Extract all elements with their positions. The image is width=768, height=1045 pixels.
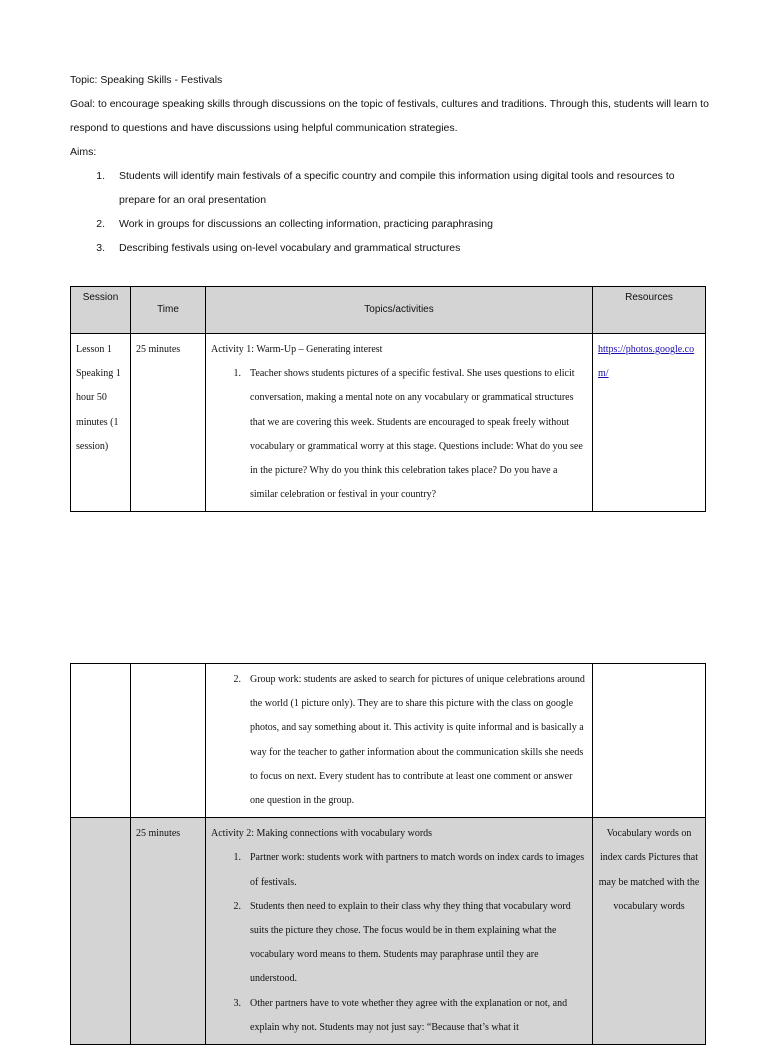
table-row [71,664,706,818]
topic-line: Topic: Speaking Skills - Festivals [70,74,223,86]
activity-text: Teacher shows students pictures of a specific festival. She uses questions to elicit conversation, making a mental note on any vocabulary or grammatical structures that we are covering this week. Students are encouraged to speak freely without vocabulary or grammatical worry at this stage. Questions include: What do you see in the picture? Why do you think this celebration takes place? Do you have a similar celebration or festival in your country? [250,368,583,501]
lesson-table-part1 [70,286,706,512]
resources-cell [593,664,706,818]
activity-cell [206,334,593,512]
header-resources: Resources [593,287,706,334]
activity-number: 2. [233,674,241,685]
aim-text: Describing festivals using on-level vocabulary and grammatical structures [119,242,461,254]
goal-text: to encourage speaking skills through discussions on the topic of festivals, cultures and traditions. Through this, students will learn to respond to questions and have discussions using helpful communication strategies. [70,98,709,134]
aim-item [70,164,710,212]
session-cell [71,664,131,818]
aims-list [70,164,710,260]
session-cell: Lesson 1 Speaking 1 hour 50 minutes (1 session) [71,334,131,512]
activity-title: Activity 2: Making connections with vocabulary words [211,828,433,840]
table-header-row [71,287,706,334]
activity-list [211,668,587,813]
activity-list [211,846,587,1040]
aim-number: 1. [96,170,105,182]
aim-item [70,212,710,236]
activity-title: Activity 1: Warm-Up – Generating interest [211,344,383,355]
table-row [71,818,706,1045]
time-cell: 25 minutes [131,334,206,512]
activity-number: 2. [233,900,241,912]
goal-line [70,92,710,140]
aim-text: Students will identify main festivals of a specific country and compile this information using digital tools and resources to prepare for an oral presentation [119,170,675,206]
activity-item [211,846,587,894]
resources-cell: Vocabulary words on index cards Pictures that may be matched with the vocabulary words [593,818,706,1045]
activity-item [211,992,587,1040]
activity-number: 1. [233,852,241,864]
session-cell [71,818,131,1045]
document-header [70,68,710,260]
activity-text: Other partners have to vote whether they agree with the explanation or not, and explain why not. Students may not just say: “Because that’s what it [250,997,568,1033]
header-topics: Topics/activities [206,287,593,334]
resources-cell [593,334,706,512]
resource-link[interactable]: https://photos.google.com/ [598,344,695,380]
activity-item [211,668,587,813]
header-time: Time [131,287,206,334]
time-cell [131,664,206,818]
activity-number: 3. [233,997,241,1009]
activity-cell [206,818,593,1045]
header-session: Session [71,287,131,334]
lesson-table-part2 [70,663,706,1045]
table-row [71,334,706,512]
activity-list [211,362,587,507]
activity-text: Partner work: students work with partners to match words on index cards to images of festivals. [250,852,585,888]
aim-number: 3. [96,242,105,254]
aim-item [70,236,710,260]
aim-number: 2. [96,218,105,230]
time-cell: 25 minutes [131,818,206,1045]
activity-text: Group work: students are asked to search for pictures of unique celebrations around the world (1 picture only). They are to share this picture with the class on google photos, and say something about it. This activity is quite informal and is basically a way for the teacher to gather information about the communication skills she needs to focus on next. Every student has to contribute at least one comment or answer one question in the group. [250,674,585,807]
activity-number: 1. [233,368,241,380]
activity-cell [206,664,593,818]
activity-text: Students then need to explain to their class why they thing that vocabulary word suits the picture they chose. The focus would be in them explaining what the vocabulary word means to them. Students may paraphrase until they are understood. [250,900,571,985]
aim-text: Work in groups for discussions an collecting information, practicing paraphrasing [119,218,493,230]
goal-label: Goal: [70,98,96,110]
aims-label: Aims: [70,146,97,158]
activity-item [211,362,587,507]
activity-item [211,895,587,992]
